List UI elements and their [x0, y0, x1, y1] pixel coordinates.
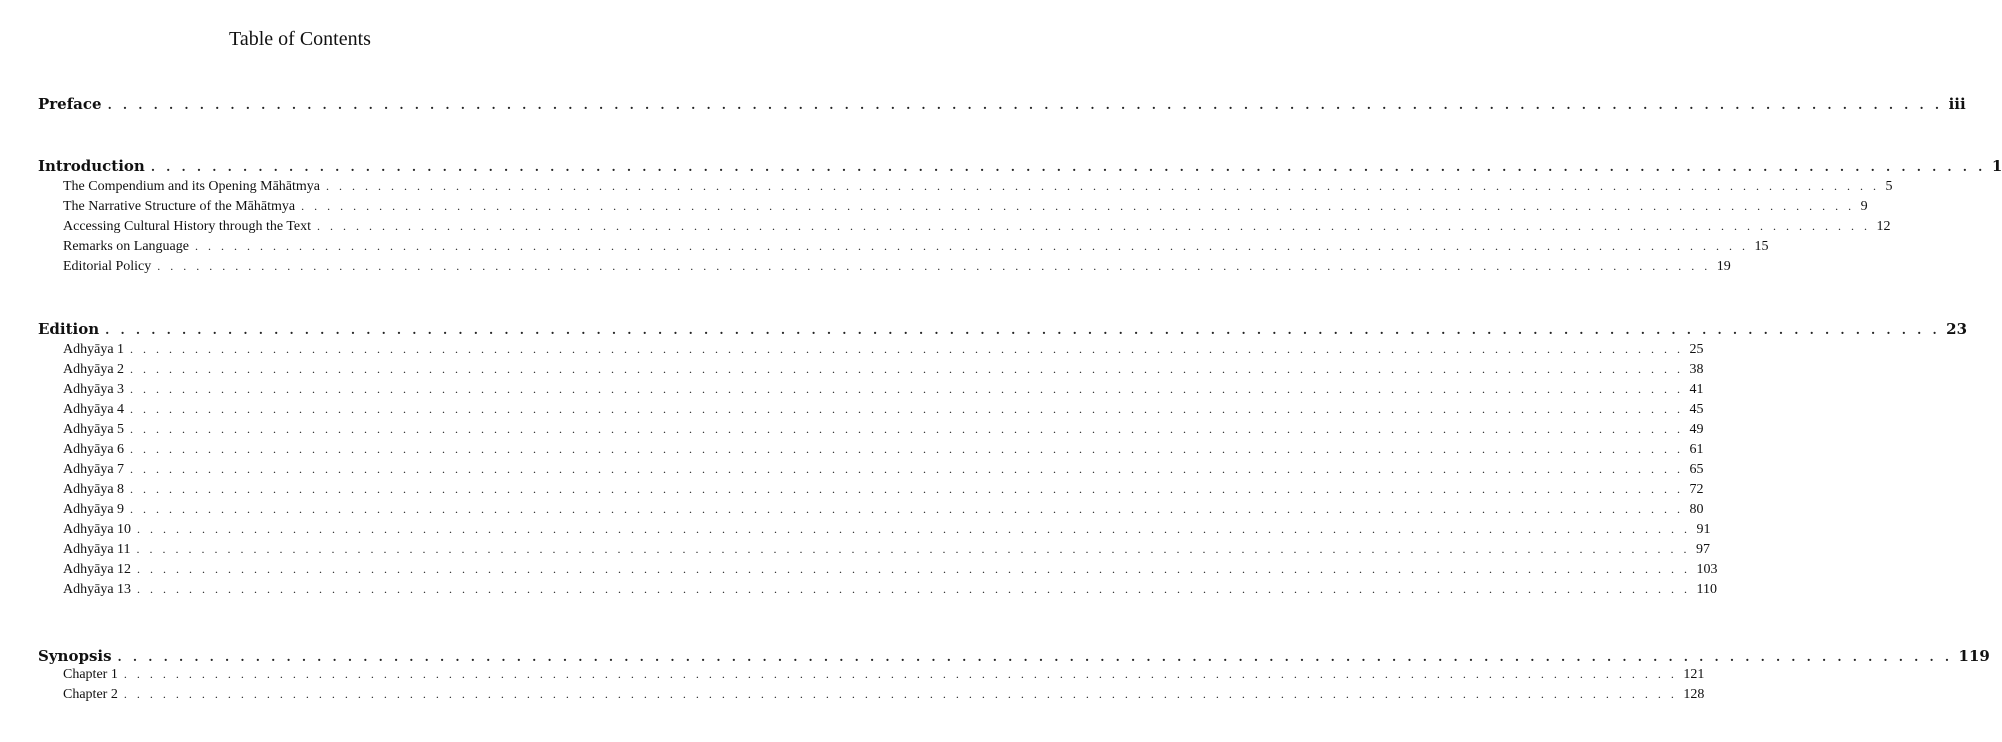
- dot-leader: . . . . . . . . . . . . . . . . . . . . . . . . . . . . . . . . . . . . . . . . . . . . . . . . . . . . . . . . . . . . . . . . . . . . . . . . . . . . . . . . . . . . . . . . . . . . . . . . . . . . . . . . . . . . . . . . . . . . . . . .: [130, 482, 1684, 496]
- toc-entry-title: Accessing Cultural History through the Text: [63, 219, 312, 234]
- toc-entry-title: Editorial Policy: [63, 259, 152, 274]
- toc-entry-page-number: 91: [1696, 522, 1711, 537]
- toc-entry: [0, 502, 1704, 524]
- toc-entry-page-number: 103: [1696, 562, 1718, 577]
- toc-part-entry: [0, 95, 1966, 117]
- toc-entry: [0, 402, 1704, 424]
- toc-entry: [0, 522, 1711, 544]
- toc-entry-page-number: 23: [1946, 320, 1968, 338]
- toc-entry: [0, 562, 1718, 584]
- toc-entry-title: Adhyāya 12: [63, 562, 132, 577]
- dot-leader: . . . . . . . . . . . . . . . . . . . . . . . . . . . . . . . . . . . . . . . . . . . . . . . . . . . . . . . . . . . . . . . . . . . . . . . . . . . . . . . . . . . . . . . . . . . . . . . . . . . . . . . . . . . . . . . . . . . . . . . .: [150, 160, 1986, 174]
- toc-entry-title: Adhyāya 10: [63, 522, 132, 537]
- dot-leader: . . . . . . . . . . . . . . . . . . . . . . . . . . . . . . . . . . . . . . . . . . . . . . . . . . . . . . . . . . . . . . . . . . . . . . . . . . . . . . . . . . . . . . . . . . . . . . . . . . . . . . . . . . . . . . . . . . . . . . . .: [137, 522, 1691, 536]
- toc-entry-title: Adhyāya 13: [63, 582, 132, 597]
- toc-entry: [0, 462, 1704, 484]
- toc-entry-page-number: 65: [1689, 462, 1704, 477]
- toc-entry: [0, 582, 1718, 604]
- toc-entry-page-number: 45: [1689, 402, 1704, 417]
- toc-entry-page-number: 110: [1696, 582, 1718, 597]
- dot-leader: . . . . . . . . . . . . . . . . . . . . . . . . . . . . . . . . . . . . . . . . . . . . . . . . . . . . . . . . . . . . . . . . . . . . . . . . . . . . . . . . . . . . . . . . . . . . . . . . . . . . . . . . . . . . . . . . . . . . . . . .: [130, 442, 1684, 456]
- toc-entry-title: Adhyāya 8: [63, 482, 125, 497]
- toc-entry-title: Adhyāya 4: [63, 402, 125, 417]
- toc-entry-title: Remarks on Language: [63, 239, 189, 254]
- toc-entry-page-number: 61: [1689, 442, 1704, 457]
- toc-part-entry: [0, 157, 2002, 179]
- dot-leader: . . . . . . . . . . . . . . . . . . . . . . . . . . . . . . . . . . . . . . . . . . . . . . . . . . . . . . . . . . . . . . . . . . . . . . . . . . . . . . . . . . . . . . . . . . . . . . . . . . . . . . . . . . . . . . . . . . . . . . . .: [130, 422, 1684, 436]
- page-title: Table of Contents: [229, 28, 371, 50]
- toc-part-entry: [0, 320, 1968, 342]
- toc-entry: [0, 362, 1704, 384]
- dot-leader: . . . . . . . . . . . . . . . . . . . . . . . . . . . . . . . . . . . . . . . . . . . . . . . . . . . . . . . . . . . . . . . . . . . . . . . . . . . . . . . . . . . . . . . . . . . . . . . . . . . . . . . . . . . . . . . . . . . . . . . .: [326, 179, 1880, 193]
- toc-entry-page-number: 15: [1754, 239, 1769, 254]
- toc-entry-title: Adhyāya 1: [63, 342, 125, 357]
- toc-entry-page-number: 38: [1689, 362, 1704, 377]
- dot-leader: . . . . . . . . . . . . . . . . . . . . . . . . . . . . . . . . . . . . . . . . . . . . . . . . . . . . . . . . . . . . . . . . . . . . . . . . . . . . . . . . . . . . . . . . . . . . . . . . . . . . . . . . . . . . . . . . . . . . . . . .: [107, 98, 1943, 112]
- toc-entry-title: The Compendium and its Opening Māhātmya: [63, 179, 321, 194]
- toc-entry-page-number: 9: [1860, 199, 1868, 214]
- toc-entry: [0, 667, 1705, 689]
- toc-entry: [0, 422, 1704, 444]
- dot-leader: . . . . . . . . . . . . . . . . . . . . . . . . . . . . . . . . . . . . . . . . . . . . . . . . . . . . . . . . . . . . . . . . . . . . . . . . . . . . . . . . . . . . . . . . . . . . . . . . . . . . . . . . . . . . . . . . . . . . . . . .: [317, 219, 1871, 233]
- dot-leader: . . . . . . . . . . . . . . . . . . . . . . . . . . . . . . . . . . . . . . . . . . . . . . . . . . . . . . . . . . . . . . . . . . . . . . . . . . . . . . . . . . . . . . . . . . . . . . . . . . . . . . . . . . . . . . . . . . . . . . . .: [117, 650, 1953, 664]
- dot-leader: . . . . . . . . . . . . . . . . . . . . . . . . . . . . . . . . . . . . . . . . . . . . . . . . . . . . . . . . . . . . . . . . . . . . . . . . . . . . . . . . . . . . . . . . . . . . . . . . . . . . . . . . . . . . . . . . . . . . . . . .: [123, 687, 1678, 701]
- dot-leader: . . . . . . . . . . . . . . . . . . . . . . . . . . . . . . . . . . . . . . . . . . . . . . . . . . . . . . . . . . . . . . . . . . . . . . . . . . . . . . . . . . . . . . . . . . . . . . . . . . . . . . . . . . . . . . . . . . . . . . . .: [130, 382, 1684, 396]
- dot-leader: . . . . . . . . . . . . . . . . . . . . . . . . . . . . . . . . . . . . . . . . . . . . . . . . . . . . . . . . . . . . . . . . . . . . . . . . . . . . . . . . . . . . . . . . . . . . . . . . . . . . . . . . . . . . . . . . . . . . . . . .: [105, 323, 1941, 337]
- toc-entry-title: Adhyāya 11: [63, 542, 131, 557]
- toc-entry-title: Chapter 2: [63, 687, 118, 702]
- dot-leader: . . . . . . . . . . . . . . . . . . . . . . . . . . . . . . . . . . . . . . . . . . . . . . . . . . . . . . . . . . . . . . . . . . . . . . . . . . . . . . . . . . . . . . . . . . . . . . . . . . . . . . . . . . . . . . . . . . . . . . . .: [130, 402, 1684, 416]
- dot-leader: . . . . . . . . . . . . . . . . . . . . . . . . . . . . . . . . . . . . . . . . . . . . . . . . . . . . . . . . . . . . . . . . . . . . . . . . . . . . . . . . . . . . . . . . . . . . . . . . . . . . . . . . . . . . . . . . . . . . . . . .: [137, 582, 1691, 596]
- toc-entry: [0, 542, 1711, 564]
- toc-entry-page-number: 97: [1696, 542, 1711, 557]
- dot-leader: . . . . . . . . . . . . . . . . . . . . . . . . . . . . . . . . . . . . . . . . . . . . . . . . . . . . . . . . . . . . . . . . . . . . . . . . . . . . . . . . . . . . . . . . . . . . . . . . . . . . . . . . . . . . . . . . . . . . . . . .: [130, 462, 1684, 476]
- toc-entry: [0, 239, 1769, 261]
- toc-entry: [0, 259, 1731, 281]
- toc-entry-title: Adhyāya 6: [63, 442, 125, 457]
- toc-entry-title: The Narrative Structure of the Māhātmya: [63, 199, 296, 214]
- toc-entry-page-number: 5: [1885, 179, 1893, 194]
- toc-entry-title: Adhyāya 2: [63, 362, 125, 377]
- dot-leader: . . . . . . . . . . . . . . . . . . . . . . . . . . . . . . . . . . . . . . . . . . . . . . . . . . . . . . . . . . . . . . . . . . . . . . . . . . . . . . . . . . . . . . . . . . . . . . . . . . . . . . . . . . . . . . . . . . . . . . . .: [130, 362, 1684, 376]
- dot-leader: . . . . . . . . . . . . . . . . . . . . . . . . . . . . . . . . . . . . . . . . . . . . . . . . . . . . . . . . . . . . . . . . . . . . . . . . . . . . . . . . . . . . . . . . . . . . . . . . . . . . . . . . . . . . . . . . . . . . . . . .: [194, 239, 1749, 253]
- toc-part-entry: [0, 647, 1990, 669]
- dot-leader: . . . . . . . . . . . . . . . . . . . . . . . . . . . . . . . . . . . . . . . . . . . . . . . . . . . . . . . . . . . . . . . . . . . . . . . . . . . . . . . . . . . . . . . . . . . . . . . . . . . . . . . . . . . . . . . . . . . . . . . .: [136, 542, 1691, 556]
- toc-entry-page-number: 49: [1689, 422, 1704, 437]
- toc-entry: [0, 482, 1704, 504]
- toc-entry: [0, 342, 1704, 364]
- toc-entry-title: Preface: [38, 95, 102, 113]
- toc-entry: [0, 382, 1704, 404]
- toc-entry-title: Edition: [38, 320, 100, 338]
- toc-entry-title: Adhyāya 9: [63, 502, 125, 517]
- dot-leader: . . . . . . . . . . . . . . . . . . . . . . . . . . . . . . . . . . . . . . . . . . . . . . . . . . . . . . . . . . . . . . . . . . . . . . . . . . . . . . . . . . . . . . . . . . . . . . . . . . . . . . . . . . . . . . . . . . . . . . . .: [301, 199, 1855, 213]
- toc-entry: [0, 179, 1893, 201]
- dot-leader: . . . . . . . . . . . . . . . . . . . . . . . . . . . . . . . . . . . . . . . . . . . . . . . . . . . . . . . . . . . . . . . . . . . . . . . . . . . . . . . . . . . . . . . . . . . . . . . . . . . . . . . . . . . . . . . . . . . . . . . .: [123, 667, 1678, 681]
- toc-entry-page-number: 72: [1689, 482, 1704, 497]
- toc-entry: [0, 442, 1704, 464]
- toc-entry-page-number: 19: [1716, 259, 1731, 274]
- toc-entry-page-number: 25: [1689, 342, 1704, 357]
- dot-leader: . . . . . . . . . . . . . . . . . . . . . . . . . . . . . . . . . . . . . . . . . . . . . . . . . . . . . . . . . . . . . . . . . . . . . . . . . . . . . . . . . . . . . . . . . . . . . . . . . . . . . . . . . . . . . . . . . . . . . . . .: [130, 342, 1684, 356]
- toc-entry-page-number: 119: [1958, 647, 1990, 665]
- dot-leader: . . . . . . . . . . . . . . . . . . . . . . . . . . . . . . . . . . . . . . . . . . . . . . . . . . . . . . . . . . . . . . . . . . . . . . . . . . . . . . . . . . . . . . . . . . . . . . . . . . . . . . . . . . . . . . . . . . . . . . . .: [130, 502, 1684, 516]
- toc-entry-page-number: iii: [1948, 95, 1966, 113]
- toc-entry-page-number: 12: [1876, 219, 1891, 234]
- dot-leader: . . . . . . . . . . . . . . . . . . . . . . . . . . . . . . . . . . . . . . . . . . . . . . . . . . . . . . . . . . . . . . . . . . . . . . . . . . . . . . . . . . . . . . . . . . . . . . . . . . . . . . . . . . . . . . . . . . . . . . . .: [137, 562, 1691, 576]
- toc-entry: [0, 219, 1891, 241]
- toc-entry: [0, 687, 1705, 709]
- toc-entry-title: Adhyāya 3: [63, 382, 125, 397]
- toc-entry-title: Introduction: [38, 157, 145, 175]
- toc-entry-title: Adhyāya 5: [63, 422, 125, 437]
- toc-entry: [0, 199, 1868, 221]
- toc-entry-title: Chapter 1: [63, 667, 118, 682]
- toc-entry-page-number: 80: [1689, 502, 1704, 517]
- toc-entry-page-number: 121: [1683, 667, 1705, 682]
- toc-entry-page-number: 41: [1689, 382, 1704, 397]
- toc-entry-title: Adhyāya 7: [63, 462, 125, 477]
- dot-leader: . . . . . . . . . . . . . . . . . . . . . . . . . . . . . . . . . . . . . . . . . . . . . . . . . . . . . . . . . . . . . . . . . . . . . . . . . . . . . . . . . . . . . . . . . . . . . . . . . . . . . . . . . . . . . . . . . . . . . . . .: [157, 259, 1711, 273]
- toc-entry-title: Synopsis: [38, 647, 112, 665]
- toc-entry-page-number: 1: [1991, 157, 2002, 175]
- toc-entry-page-number: 128: [1683, 687, 1705, 702]
